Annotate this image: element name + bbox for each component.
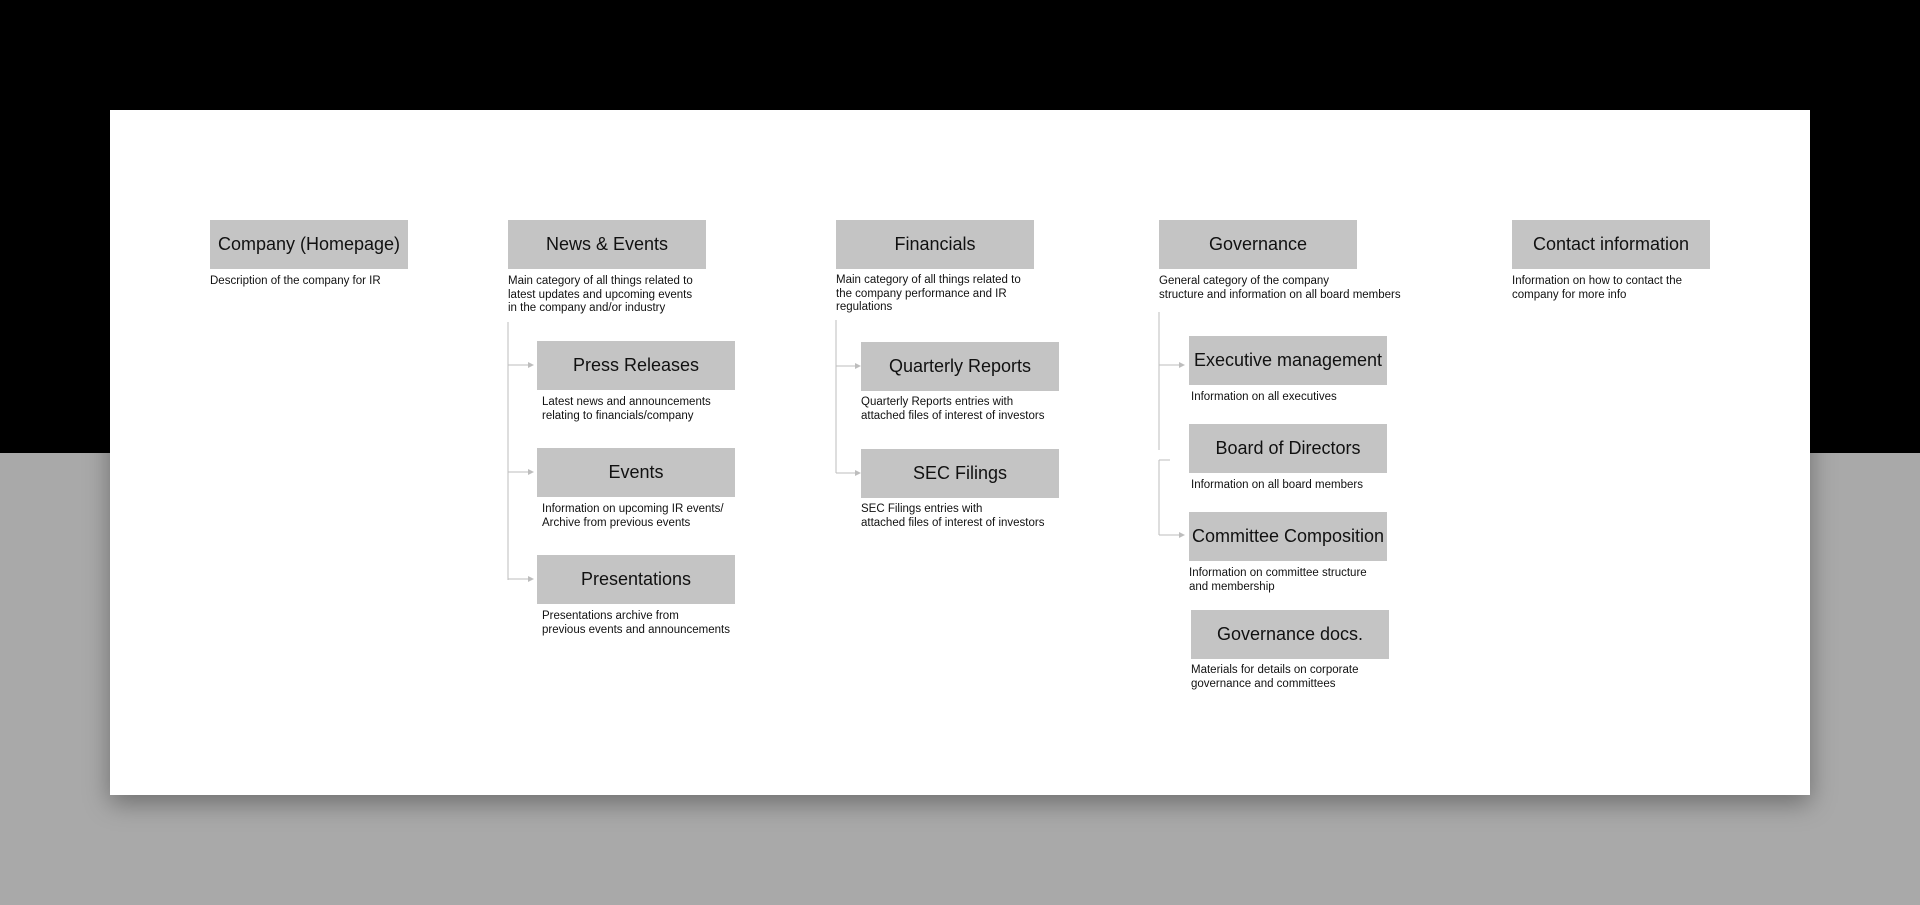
desc-board-of-directors: Information on all board members	[1191, 479, 1363, 491]
node-contact-information: Contact information	[1512, 220, 1710, 269]
node-events: Events	[537, 448, 735, 497]
node-sec-filings: SEC Filings	[861, 449, 1059, 498]
node-presentations: Presentations	[537, 555, 735, 604]
node-financials: Financials	[836, 220, 1034, 269]
node-board-of-directors: Board of Directors	[1189, 424, 1387, 473]
desc-committee-composition: Information on committee structure and membership	[1189, 567, 1367, 593]
node-company-homepage: Company (Homepage)	[210, 220, 408, 269]
desc-financials: Main category of all things related to the company performance and IR regulations	[836, 274, 1021, 313]
desc-company-homepage: Description of the company for IR	[210, 275, 381, 287]
desc-governance: General category of the company structure and information on all board members	[1159, 275, 1401, 301]
desc-news-events: Main category of all things related to latest updates and upcoming events in the company and/or industry	[508, 275, 693, 314]
desc-contact-information: Information on how to contact the company for more info	[1512, 275, 1683, 301]
desc-presentations: Presentations archive from previous events and announcements	[542, 610, 730, 636]
desc-sec-filings: SEC Filings entries with attached files of interest of investors	[861, 503, 1045, 529]
node-quarterly-reports: Quarterly Reports	[861, 342, 1059, 391]
node-governance-docs: Governance docs.	[1191, 610, 1389, 659]
node-press-releases: Press Releases	[537, 341, 735, 390]
node-committee-composition: Committee Composition	[1189, 512, 1387, 561]
desc-events: Information on upcoming IR events/ Archive from previous events	[542, 503, 724, 529]
desc-press-releases: Latest news and announcements relating to financials/company	[542, 396, 711, 422]
desc-executive-management: Information on all executives	[1191, 391, 1337, 403]
desc-quarterly-reports: Quarterly Reports entries with attached files of interest of investors	[861, 396, 1045, 422]
desc-governance-docs: Materials for details on corporate governance and committees	[1191, 664, 1359, 690]
node-news-events: News & Events	[508, 220, 706, 269]
node-governance: Governance	[1159, 220, 1357, 269]
node-executive-management: Executive management	[1189, 336, 1387, 385]
